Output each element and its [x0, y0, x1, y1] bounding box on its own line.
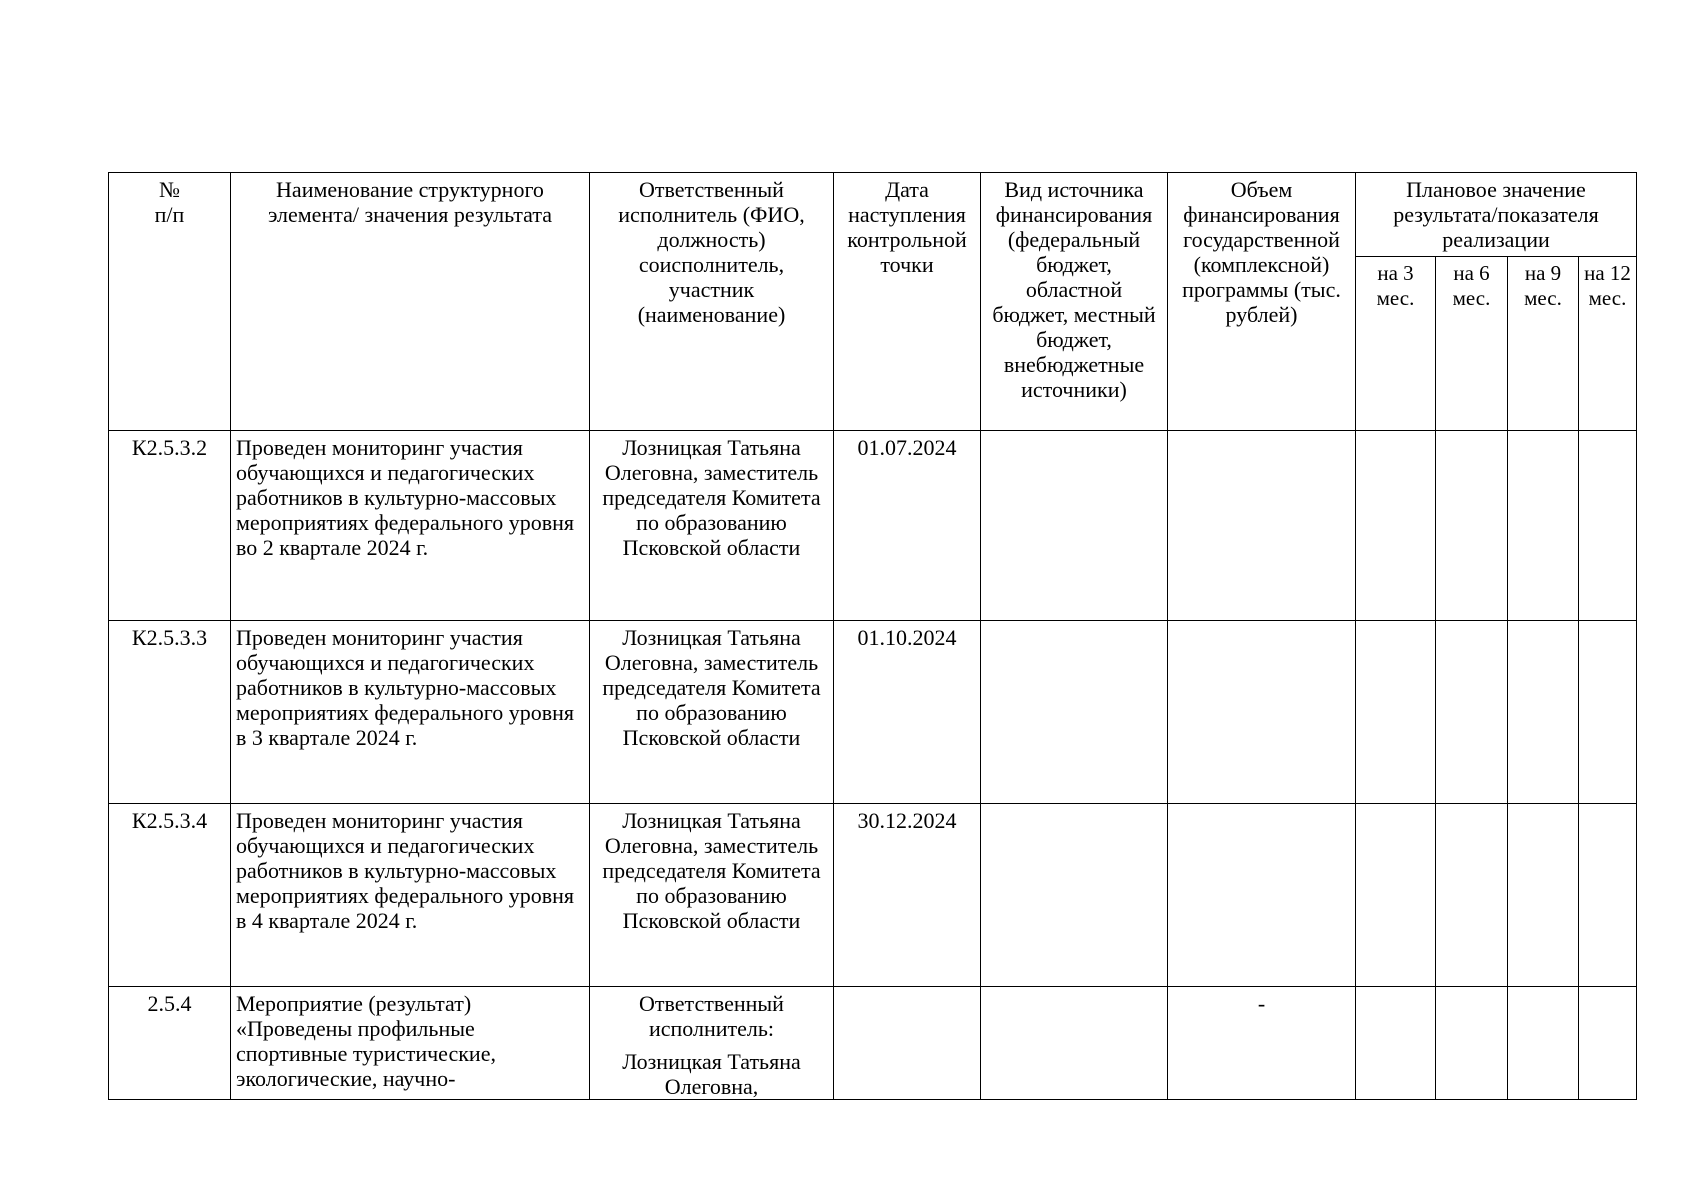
- header-name: Наименование структурного элемента/ значения результата: [231, 173, 590, 431]
- row-volume: [1168, 431, 1356, 621]
- row-source: [981, 987, 1168, 1100]
- row-volume: [1168, 621, 1356, 804]
- table-row: [109, 987, 1637, 1100]
- header-m3: на 3 мес.: [1356, 257, 1436, 431]
- row-m3: [1356, 987, 1436, 1100]
- table-row: [109, 621, 1637, 804]
- header-responsible: Ответственный исполнитель (ФИО, должность) соисполнитель, участник (наименование): [590, 173, 834, 431]
- row-name: Мероприятие (результат) «Проведены профильные спортивные туристические, экологические, научно-: [231, 987, 590, 1100]
- row-volume: -: [1168, 987, 1356, 1100]
- table-row: [109, 431, 1637, 621]
- row-volume: [1168, 804, 1356, 987]
- header-planned: Плановое значение результата/показателя реализации: [1356, 173, 1637, 257]
- table-row: [109, 804, 1637, 987]
- row-m9: [1508, 987, 1579, 1100]
- row-date: [834, 987, 981, 1100]
- header-date: Дата наступления контрольной точки: [834, 173, 981, 431]
- header-m12: на 12 мес.: [1579, 257, 1637, 431]
- row-m12: [1579, 987, 1637, 1100]
- row-responsible-label: Ответственный исполнитель:: [639, 991, 784, 1041]
- header-row: [109, 173, 1637, 257]
- row-name: Проведен мониторинг участия обучающихся и педагогических работников в культурно-массовых мероприятиях федерального уровня во 2 квартале 2024 г.: [231, 431, 590, 621]
- row-m12: [1579, 431, 1637, 621]
- row-m3: [1356, 804, 1436, 987]
- header-m9: на 9 мес.: [1508, 257, 1579, 431]
- header-num: № п/п: [109, 173, 231, 431]
- row-num: К2.5.3.2: [109, 431, 231, 621]
- row-m6: [1436, 431, 1508, 621]
- row-m3: [1356, 621, 1436, 804]
- row-source: [981, 431, 1168, 621]
- spacer: [595, 1041, 828, 1049]
- row-source: [981, 621, 1168, 804]
- row-m9: [1508, 621, 1579, 804]
- row-responsible: Лозницкая Татьяна Олеговна, заместитель председателя Комитета по образованию Псковской области: [590, 804, 834, 987]
- row-name: Проведен мониторинг участия обучающихся и педагогических работников в культурно-массовых мероприятиях федерального уровня в 3 квартале 2024 г.: [231, 621, 590, 804]
- row-responsible-cell: [590, 987, 834, 1100]
- header-source: Вид источника финансирования (федеральный бюджет, областной бюджет, местный бюджет, внебюджетные источники): [981, 173, 1168, 431]
- header-volume: Объем финансирования государственной (комплексной) программы (тыс. рублей): [1168, 173, 1356, 431]
- row-m6: [1436, 987, 1508, 1100]
- row-responsible: Лозницкая Татьяна Олеговна, заместитель председателя Комитета по образованию Псковской области: [590, 431, 834, 621]
- row-m6: [1436, 621, 1508, 804]
- row-source: [981, 804, 1168, 987]
- row-num: 2.5.4: [109, 987, 231, 1100]
- row-responsible: Лозницкая Татьяна Олеговна,: [622, 1049, 801, 1099]
- row-m3: [1356, 431, 1436, 621]
- row-date: 01.07.2024: [834, 431, 981, 621]
- row-m9: [1508, 804, 1579, 987]
- row-date: 30.12.2024: [834, 804, 981, 987]
- plan-table: [108, 172, 1637, 1100]
- row-m6: [1436, 804, 1508, 987]
- row-m9: [1508, 431, 1579, 621]
- row-name: Проведен мониторинг участия обучающихся и педагогических работников в культурно-массовых мероприятиях федерального уровня в 4 квартале 2024 г.: [231, 804, 590, 987]
- row-date: 01.10.2024: [834, 621, 981, 804]
- row-m12: [1579, 621, 1637, 804]
- row-num: К2.5.3.4: [109, 804, 231, 987]
- header-m6: на 6 мес.: [1436, 257, 1508, 431]
- row-m12: [1579, 804, 1637, 987]
- row-responsible: Лозницкая Татьяна Олеговна, заместитель председателя Комитета по образованию Псковской области: [590, 621, 834, 804]
- row-num: К2.5.3.3: [109, 621, 231, 804]
